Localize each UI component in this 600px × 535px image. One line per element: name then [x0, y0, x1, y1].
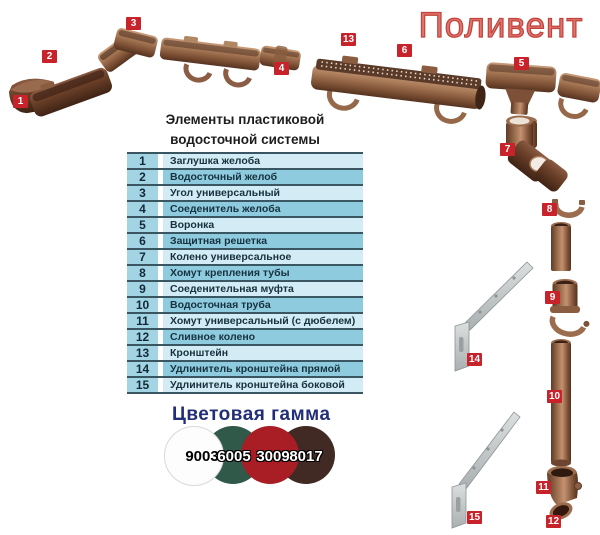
part-number-cell: 13: [127, 346, 158, 360]
part-badge-2: 2: [42, 50, 57, 63]
table-row: [127, 330, 363, 346]
part-number-cell: 14: [127, 362, 158, 376]
part-number-cell: 8: [127, 266, 158, 280]
part-name-cell: Удлинитель кронштейна прямой: [163, 362, 363, 376]
part-name-cell: Соеденительная муфта: [163, 282, 363, 296]
gutter-long-section: [157, 33, 261, 87]
funnel: [484, 62, 557, 117]
part-name-cell: Хомут универсальный (с дюбелем): [163, 314, 363, 328]
part-number-cell: 2: [127, 170, 158, 184]
universal-angle: [96, 27, 159, 74]
part-name-cell: Заглушка желоба: [163, 154, 363, 168]
part-name-cell: Водосточный желоб: [163, 170, 363, 184]
bracket-extension-side: [452, 412, 520, 528]
part-name-cell: Кронштейн: [163, 346, 363, 360]
table-heading: [127, 110, 363, 150]
part-number-cell: 11: [127, 314, 158, 328]
part-name-cell: Сливное колено: [163, 330, 363, 344]
pipe-segment: [551, 222, 571, 271]
table-row: [127, 346, 363, 362]
clamp-screw: [575, 483, 582, 490]
gutter-section: [27, 62, 114, 118]
color-code-3009: 3009: [256, 448, 290, 465]
table-heading-line2: водосточной системы: [170, 132, 320, 147]
part-name-cell: Воронка: [163, 218, 363, 232]
table-heading-line1: Элементы пластиковой: [165, 112, 325, 127]
table-row: [127, 250, 363, 266]
table-row: [127, 218, 363, 234]
part-number-cell: 4: [127, 202, 158, 216]
universal-elbow: [505, 116, 570, 194]
table-row: [127, 202, 363, 218]
part-number-cell: 12: [127, 330, 158, 344]
table-row: [127, 298, 363, 314]
table-row: [127, 378, 363, 394]
part-number-cell: 15: [127, 378, 158, 392]
table-row: [127, 282, 363, 298]
part-number-cell: 1: [127, 154, 158, 168]
table-row: [127, 266, 363, 282]
table-row: [127, 186, 363, 202]
clamp-under-coupling: [550, 314, 590, 338]
part-name-cell: Защитная решетка: [163, 234, 363, 248]
part-name-cell: Удлинитель кронштейна боковой: [163, 378, 363, 392]
part-number-cell: 10: [127, 298, 158, 312]
part-badge-5: 5: [514, 57, 529, 70]
part-badge-10: 10: [549, 391, 561, 402]
palette-title: Цветовая гамма: [172, 404, 331, 425]
part-badge-11: 11: [536, 481, 551, 494]
part-badge-9: 9: [545, 291, 560, 304]
part-name-cell: Соеденитель желоба: [163, 202, 363, 216]
brand-title: Поливент: [418, 6, 584, 45]
color-code-8017: 8017: [289, 448, 323, 465]
part-badge-1: 1: [13, 95, 28, 108]
part-name-cell: Водосточная труба: [163, 298, 363, 312]
part-number-cell: 7: [127, 250, 158, 264]
table-row: [127, 154, 363, 170]
part-badge-6: 6: [397, 44, 412, 57]
table-row: [127, 234, 363, 250]
table-row: [127, 170, 363, 186]
part-badge-8: 8: [542, 203, 557, 216]
part-number-cell: 5: [127, 218, 158, 232]
part-badge-12: 12: [548, 516, 560, 527]
part-badge-4: 4: [274, 62, 289, 75]
part-number-cell: 9: [127, 282, 158, 296]
color-code-6005: 6005: [217, 448, 251, 465]
part-badge-15: 15: [469, 512, 481, 523]
part-badge-14: 14: [469, 354, 481, 365]
color-code-9003: 9003: [185, 448, 219, 465]
part-number-cell: 6: [127, 234, 158, 248]
part-number-cell: 3: [127, 186, 158, 200]
part-badge-7: 7: [500, 143, 515, 156]
part-name-cell: Угол универсальный: [163, 186, 363, 200]
part-name-cell: Колено универсальное: [163, 250, 363, 264]
parts-table: [127, 152, 363, 394]
table-row: [127, 314, 363, 330]
table-row: [127, 362, 363, 378]
gutter-piece-right: [553, 72, 600, 121]
part-name-cell: Хомут крепления тубы: [163, 266, 363, 280]
part-badge-3: 3: [126, 17, 141, 30]
part-badge-13: 13: [343, 34, 355, 45]
